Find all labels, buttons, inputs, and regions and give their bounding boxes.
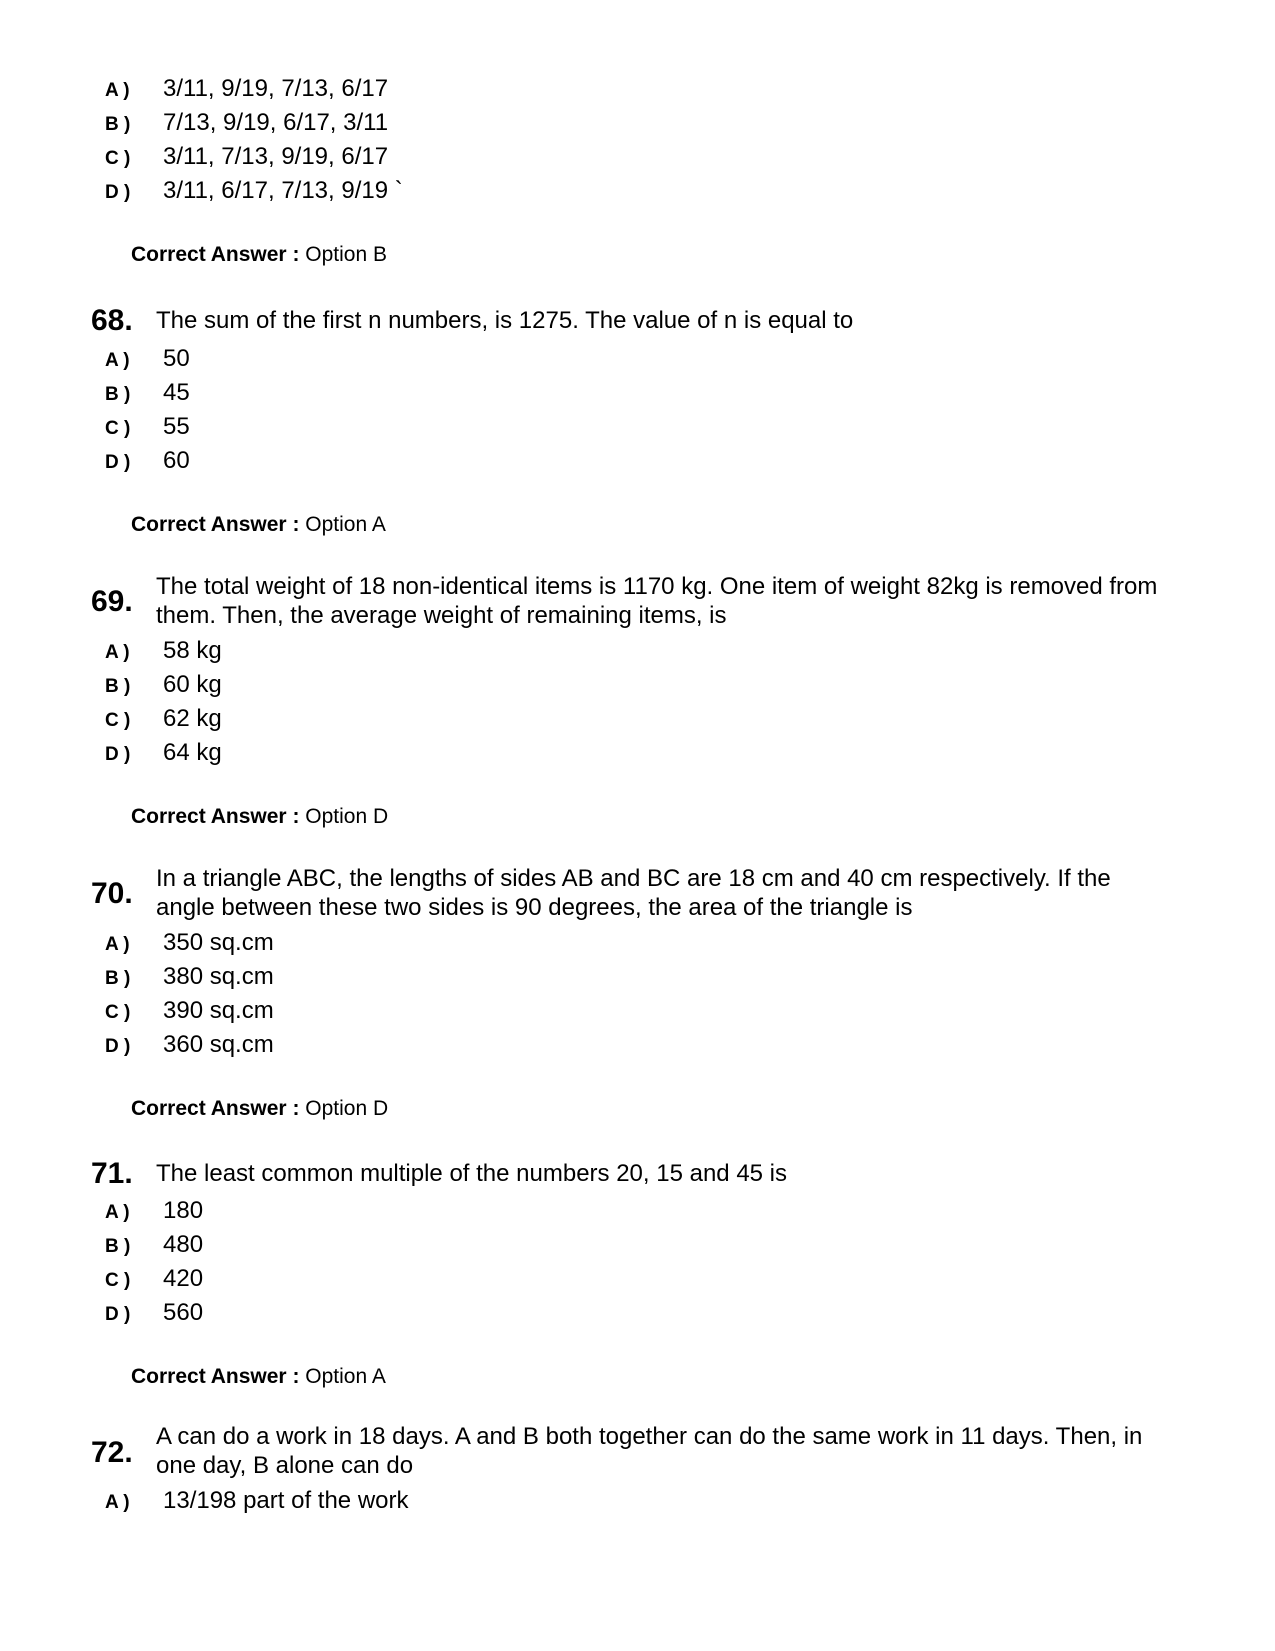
question-text: The least common multiple of the numbers 20, 15 and 45 is [156,1160,788,1187]
correct-answer-value: Option A [305,1365,386,1388]
option-letter: D ) [105,452,131,473]
option-text: 60 [163,447,190,474]
correct-answer [131,1097,388,1121]
option-letter: A ) [105,642,130,663]
question-text: In a triangle ABC, the lengths of sides AB and BC are 18 cm and 40 cm respectively. If the angle between these two sides is 90 degrees, the area of the triangle is [156,865,1111,921]
question-number: 68. [91,304,133,337]
option-text: 390 sq.cm [163,997,274,1024]
option-text: 360 sq.cm [163,1031,274,1058]
option-text: 62 kg [163,705,222,732]
option-letter: A ) [105,80,130,101]
correct-answer-value: Option D [305,1097,389,1120]
correct-answer-value: Option B [305,243,387,266]
option-letter: D ) [105,1036,131,1057]
option-text: 3/11, 6/17, 7/13, 9/19 ` [163,177,403,204]
option-letter: D ) [105,182,131,203]
correct-answer-label: Correct Answer : [131,805,300,828]
question-text: A can do a work in 18 days. A and B both together can do the same work in 11 days. Then, in one day, B alone can do [156,1423,1143,1479]
option-letter: B ) [105,968,131,989]
option-text: 60 kg [163,671,222,698]
question-number: 71. [91,1157,133,1190]
option-letter: A ) [105,1202,130,1223]
correct-answer [131,243,387,267]
option-letter: D ) [105,1304,131,1325]
option-text: 180 [163,1197,204,1224]
correct-answer [131,805,388,829]
question-text: The total weight of 18 non-identical items is 1170 kg. One item of weight 82kg is removed from them. Then, the average weight of remaining items, is [156,573,1158,629]
option-letter: C ) [105,148,131,169]
option-letter: B ) [105,676,131,697]
option-letter: A ) [105,934,130,955]
option-letter: C ) [105,1270,131,1291]
option-letter: C ) [105,710,131,731]
option-letter: B ) [105,1236,131,1257]
correct-answer [131,1365,386,1389]
correct-answer-label: Correct Answer : [131,243,300,266]
option-letter: B ) [105,384,131,405]
option-letter: D ) [105,744,131,765]
correct-answer [131,513,386,537]
option-text: 45 [163,379,190,406]
option-text: 7/13, 9/19, 6/17, 3/11 [163,109,389,136]
option-text: 480 [163,1231,204,1258]
correct-answer-label: Correct Answer : [131,1365,300,1388]
question-number: 72. [91,1436,133,1469]
option-text: 420 [163,1265,204,1292]
option-letter: C ) [105,418,131,439]
option-text: 350 sq.cm [163,929,274,956]
question-text: The sum of the first n numbers, is 1275. The value of n is equal to [156,307,854,334]
option-text: 58 kg [163,637,222,664]
option-text: 50 [163,345,190,372]
correct-answer-value: Option A [305,513,386,536]
option-text: 3/11, 7/13, 9/19, 6/17 [163,143,389,170]
question-number: 70. [91,877,133,910]
option-text: 3/11, 9/19, 7/13, 6/17 [163,75,389,102]
correct-answer-value: Option D [305,805,389,828]
option-letter: B ) [105,114,131,135]
option-text: 55 [163,413,190,440]
option-text: 380 sq.cm [163,963,274,990]
option-text: 13/198 part of the work [163,1487,409,1514]
option-text: 560 [163,1299,204,1326]
question-number: 69. [91,585,133,618]
option-text: 64 kg [163,739,222,766]
option-letter: C ) [105,1002,131,1023]
option-letter: A ) [105,1492,130,1513]
option-letter: A ) [105,350,130,371]
correct-answer-label: Correct Answer : [131,513,300,536]
correct-answer-label: Correct Answer : [131,1097,300,1120]
